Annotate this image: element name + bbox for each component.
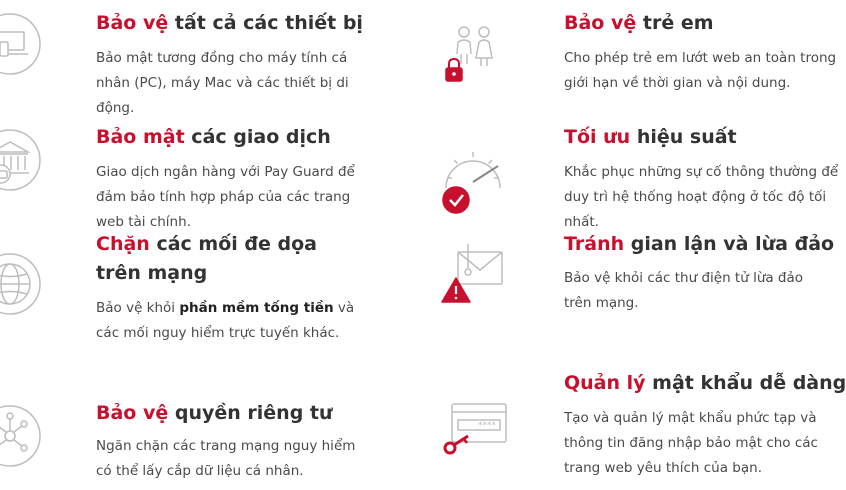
feature-description: Tạo và quản lý mật khẩu phức tạp và thông tin đăng nhập bảo mật cho các trang web yêu thích của bạn. <box>564 410 818 476</box>
feature-title <box>96 399 333 427</box>
title-rest: các mối đe dọa trên mạng <box>96 233 317 284</box>
feature-description <box>96 296 376 346</box>
feature-title <box>96 9 363 37</box>
feature-title <box>96 230 366 288</box>
title-highlight: Quản lý <box>564 372 646 394</box>
feature-title <box>564 230 834 258</box>
feature-description: Giao dịch ngân hàng với Pay Guard để đảm bảo tính hợp pháp của các trang web tài chính. <box>96 164 355 230</box>
desc-text: Bảo vệ khỏi <box>96 300 180 316</box>
speed-gauge-icon <box>440 142 506 218</box>
feature-title <box>564 123 737 151</box>
title-highlight: Tối ưu <box>564 126 631 148</box>
feature-description: Cho phép trẻ em lướt web an toàn trong giới hạn về thời gian và nội dung. <box>564 50 837 91</box>
title-rest: quyền riêng tư <box>168 402 333 424</box>
title-highlight: Tránh <box>564 233 625 255</box>
title-rest: trẻ em <box>636 12 714 34</box>
password-key-icon <box>440 396 510 466</box>
title-highlight: Bảo mật <box>96 126 185 148</box>
globe-icon <box>0 252 42 316</box>
feature-description: Ngăn chặn các trang mạng nguy hiểm có thể lấy cắp dữ liệu cá nhân. <box>96 438 356 479</box>
feature-title <box>564 9 714 37</box>
title-rest: hiệu suất <box>630 126 737 148</box>
svg-text:****: **** <box>478 421 496 431</box>
desc-text: và các mối nguy hiểm trực tuyến khác. <box>96 300 355 341</box>
title-highlight: Chặn <box>96 233 150 255</box>
title-highlight: Bảo vệ <box>96 12 169 34</box>
fraud-warning-icon <box>440 238 510 308</box>
feature-title <box>96 123 331 151</box>
child-lock-icon <box>438 18 508 88</box>
feature-description: Khắc phục những sự cố thông thường để duy trì hệ thống hoạt động ở tốc độ tối nhất. <box>564 164 839 230</box>
title-rest: gian lận và lừa đảo <box>624 233 835 255</box>
desc-bold-text: phần mềm tống tiền <box>179 300 334 316</box>
network-icon <box>0 404 42 468</box>
bank-icon <box>0 128 42 192</box>
title-highlight: Bảo vệ <box>96 402 169 424</box>
feature-description: Bảo mật tương đồng cho máy tính cá nhân (PC), máy Mac và các thiết bị di động. <box>96 50 349 116</box>
title-highlight: Bảo vệ <box>564 12 637 34</box>
feature-description: Bảo vệ khỏi các thư điện tử lừa đảo trên mạng. <box>564 270 804 311</box>
title-rest: tất cả các thiết bị <box>168 12 363 34</box>
title-rest: mật khẩu dễ dàng <box>645 372 846 394</box>
feature-title <box>564 369 846 397</box>
title-rest: các giao dịch <box>184 126 331 148</box>
devices-icon <box>0 12 42 76</box>
